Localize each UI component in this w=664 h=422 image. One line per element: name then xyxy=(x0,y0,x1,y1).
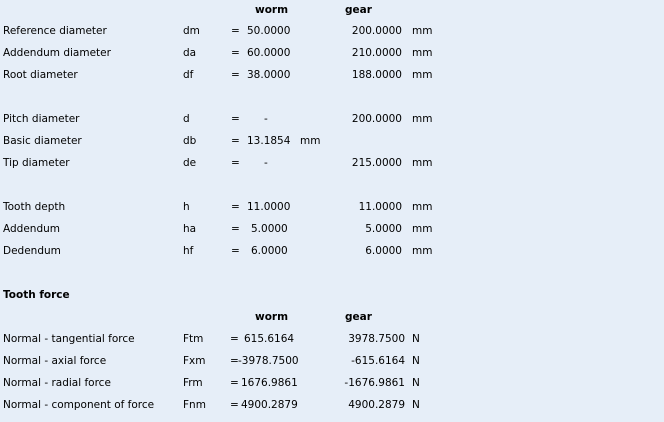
worm-unit: mm xyxy=(300,135,321,147)
worm-value: 38.0000 xyxy=(247,69,291,81)
gear-column-header: gear xyxy=(345,4,372,16)
worm-column-header: worm xyxy=(255,311,289,323)
gear-value: 3978.7500 xyxy=(348,333,405,345)
row-symbol: db xyxy=(183,135,197,147)
equals-sign: = xyxy=(231,47,240,59)
gear-value: 215.0000 xyxy=(351,157,402,169)
worm-value: 50.0000 xyxy=(247,25,291,37)
equals-sign: = xyxy=(231,201,240,213)
row-symbol: hf xyxy=(183,245,194,257)
row-label: Tooth depth xyxy=(3,201,66,213)
equals-sign: = xyxy=(231,135,240,147)
force-label: Normal - radial force xyxy=(3,377,111,389)
row-label: Root diameter xyxy=(3,69,78,81)
gear-value: 200.0000 xyxy=(351,113,402,125)
unit: mm xyxy=(412,25,433,37)
force-symbol: Ftm xyxy=(183,333,204,345)
row-label: Tip diameter xyxy=(3,157,70,169)
force-label: Normal - component of force xyxy=(3,399,155,411)
equals-sign: = xyxy=(231,245,240,257)
gear-value: -1676.9861 xyxy=(344,377,405,389)
unit: mm xyxy=(412,47,433,59)
worm-value: - xyxy=(264,113,268,125)
gear-value: 11.0000 xyxy=(358,201,402,213)
worm-value: 11.0000 xyxy=(247,201,291,213)
worm-value: - xyxy=(264,157,268,169)
row-symbol: de xyxy=(183,157,197,169)
equals-sign: = xyxy=(231,25,240,37)
worm-value: 615.6164 xyxy=(244,333,295,345)
row-label: Reference diameter xyxy=(3,25,107,37)
equals-sign: = xyxy=(231,113,240,125)
equals-sign: = xyxy=(230,399,239,411)
row-symbol: h xyxy=(183,201,190,213)
gear-value: 6.0000 xyxy=(365,245,402,257)
equals-sign: = xyxy=(230,377,239,389)
row-symbol: dm xyxy=(183,25,200,37)
row-symbol: df xyxy=(183,69,194,81)
unit: N xyxy=(412,333,420,345)
worm-value: 13.1854 xyxy=(247,135,291,147)
worm-value: 4900.2879 xyxy=(241,399,298,411)
unit: mm xyxy=(412,245,433,257)
worm-value: 1676.9861 xyxy=(241,377,298,389)
row-symbol: da xyxy=(183,47,197,59)
equals-sign: = xyxy=(230,355,239,367)
force-symbol: Frm xyxy=(183,377,203,389)
row-label: Addendum xyxy=(3,223,60,235)
equals-sign: = xyxy=(230,333,239,345)
row-symbol: ha xyxy=(183,223,197,235)
gear-column-header: gear xyxy=(345,311,372,323)
unit: N xyxy=(412,377,420,389)
row-label: Basic diameter xyxy=(3,135,82,147)
unit: mm xyxy=(412,157,433,169)
gear-value: 5.0000 xyxy=(365,223,402,235)
force-label: Normal - axial force xyxy=(3,355,107,367)
gear-value: 4900.2879 xyxy=(348,399,405,411)
worm-value: 5.0000 xyxy=(251,223,288,235)
unit: mm xyxy=(412,113,433,125)
unit: mm xyxy=(412,201,433,213)
gear-value: 200.0000 xyxy=(351,25,402,37)
gear-value: 188.0000 xyxy=(351,69,402,81)
unit: mm xyxy=(412,69,433,81)
row-label: Dedendum xyxy=(3,245,61,257)
tooth-force-title: Tooth force xyxy=(3,289,70,301)
worm-value: 60.0000 xyxy=(247,47,291,59)
equals-sign: = xyxy=(231,223,240,235)
row-label: Addendum diameter xyxy=(3,47,111,59)
unit: mm xyxy=(412,223,433,235)
equals-sign: = xyxy=(231,69,240,81)
gear-value: -615.6164 xyxy=(351,355,405,367)
gear-value: 210.0000 xyxy=(351,47,402,59)
worm-value: 6.0000 xyxy=(251,245,288,257)
force-symbol: Fxm xyxy=(183,355,206,367)
force-label: Normal - tangential force xyxy=(3,333,135,345)
unit: N xyxy=(412,399,420,411)
worm-column-header: worm xyxy=(255,4,289,16)
row-symbol: d xyxy=(183,113,190,125)
unit: N xyxy=(412,355,420,367)
force-symbol: Fnm xyxy=(183,399,206,411)
row-label: Pitch diameter xyxy=(3,113,80,125)
worm-value: -3978.7500 xyxy=(238,355,299,367)
equals-sign: = xyxy=(231,157,240,169)
